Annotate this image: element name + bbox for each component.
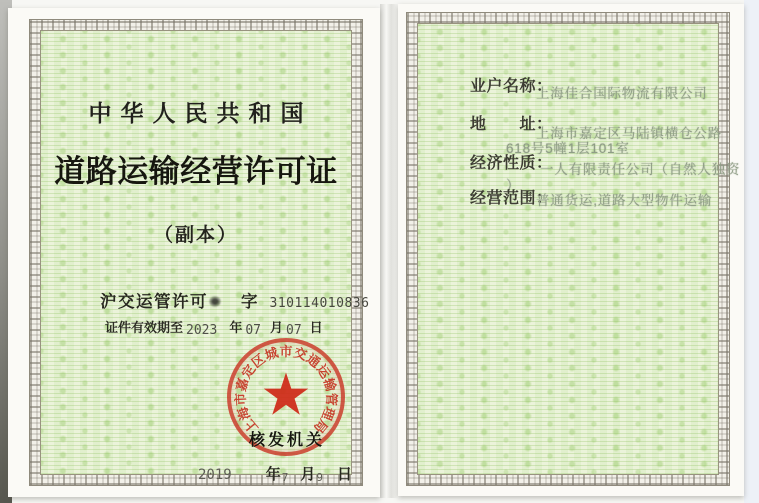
copy-type-subtitle: （副本） xyxy=(153,225,238,246)
page-fold xyxy=(380,4,398,498)
field-value-business-scope: 普通货运,道路大型物件运输 xyxy=(536,193,713,208)
certificate-title: 道路运输经营许可证 xyxy=(54,154,338,189)
scanner-edge-right xyxy=(744,0,759,503)
guilloche-pattern-right xyxy=(417,23,741,475)
month-unit: 月 xyxy=(270,320,284,335)
ornamental-border-right xyxy=(406,12,741,486)
field-label-address: 地 址： xyxy=(470,116,553,133)
issue-date-line xyxy=(198,463,352,484)
country-heading: 中华人民共和国 xyxy=(88,101,313,126)
field-value-business-name: 上海佳合国际物流有限公司 xyxy=(536,86,708,101)
validity-year: 2023 xyxy=(186,323,218,338)
validity-line xyxy=(105,317,323,336)
validity-day: 07 xyxy=(286,323,302,338)
field-value-address-line2: 618号5幢1层101室 xyxy=(506,141,630,156)
validity-month: 07 xyxy=(245,323,261,338)
license-number-line xyxy=(100,288,424,312)
ornamental-border-left xyxy=(29,19,370,486)
redaction-smudge xyxy=(209,296,221,307)
certificate-right-page xyxy=(398,4,744,496)
license-number: 310114010836 xyxy=(269,296,370,311)
certificate-left-page xyxy=(8,8,380,497)
field-value-economic-type: 一人有限责任公司（自然人独资 xyxy=(540,162,741,177)
day-unit: 日 xyxy=(337,467,353,483)
issue-day: 9 xyxy=(316,471,323,484)
year-unit: 年 xyxy=(265,467,281,483)
field-label-business-name: 业户名称： xyxy=(470,78,553,95)
issue-month: 7 xyxy=(281,471,289,484)
license-prefix: 沪交运管许可 xyxy=(100,292,208,311)
day-unit: 日 xyxy=(309,320,323,335)
guilloche-pattern-left xyxy=(40,30,370,484)
year-unit: 年 xyxy=(229,320,243,335)
issue-year: 2019 xyxy=(198,467,232,483)
validity-label: 证件有效期至 xyxy=(105,320,184,335)
field-label-business-scope: 经营范围： xyxy=(470,190,553,207)
official-seal: 上 海 市 嘉 定 区 城 市 交 通 运 输 管 理 局 ★ xyxy=(227,338,345,456)
issuing-authority-label: 核发机关 xyxy=(248,432,325,449)
field-value-economic-type-cont: ） xyxy=(506,178,521,193)
field-value-address-line1: 上海市嘉定区马陆镇横仓公路 xyxy=(536,126,722,141)
license-zi: 字 xyxy=(241,292,258,311)
month-unit: 月 xyxy=(300,467,316,483)
field-label-economic-type: 经济性质： xyxy=(470,155,553,172)
red-star-icon: ★ xyxy=(260,360,312,429)
